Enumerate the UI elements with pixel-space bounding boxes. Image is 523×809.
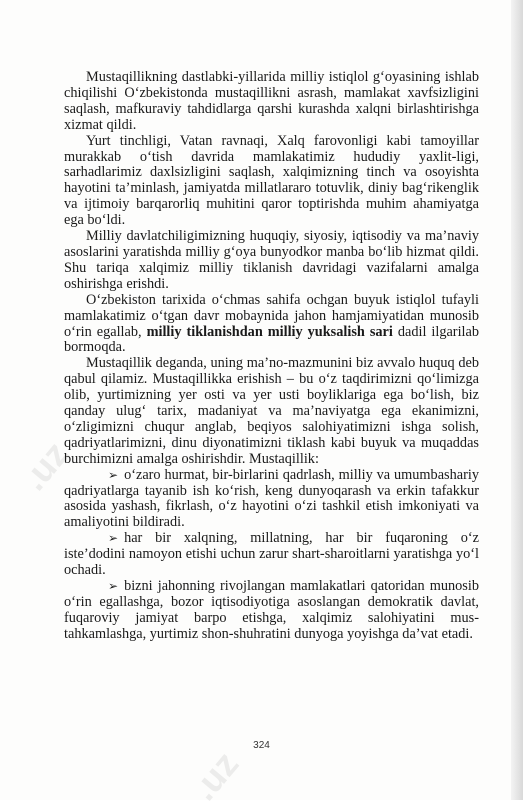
paragraph: Yurt tinchligi, Vatan ravnaqi, Xalq farovonligi kabi tamoyillar murakkab o‘tish davrida mamlakatimiz hududiy yaxlit-ligi, sarhadlarimiz daxlsizligini saqlash, xalqimizning tinch va osoyishta hayotini ta’minlash, jamiyatda millatlararo totuvlik, diniy bag‘rikenglik va ijtimoiy barqarorliq muhitini qaror toptirishda muhim ahamiyatga ega bo‘ldi. — [64, 132, 479, 229]
list-item — [64, 468, 479, 532]
arrow-right-icon: ➢ — [108, 579, 119, 593]
body-text — [64, 70, 479, 643]
page-gutter-shadow — [511, 0, 523, 800]
paragraph: Mustaqillikning dastlabki-yillarida milliy istiqlol g‘oyasining ishlab chiqilishi O‘zbekistonda mustaqillikni asrash, mamlakat xavfsizligini saqlash, mafkuraviy tahdidlarga qarshi kurashda xalqni birlashtirishga xizmat qildi. — [64, 69, 479, 133]
paragraph: Milliy davlatchiligimizning huquqiy, siyosiy, iqtisodiy va ma’naviy asoslarini yaratishda milliy g‘oya bunyodkor manba bo‘lib hizmat qildi. Shu tariqa xalqimiz milliy tiklanish davridagi vazifalarni amalga oshirishga erishdi. — [64, 228, 479, 292]
watermark: .uz — [12, 433, 77, 499]
arrow-right-icon: ➢ — [108, 467, 119, 482]
paragraph-text: dadil ilgarilab bormoqda. — [64, 323, 480, 356]
watermark: .uz — [182, 743, 247, 809]
arrow-right-icon: ➢ — [108, 531, 119, 546]
list-item-text: bizni jahonning rivojlangan mamlakatlari qatoridan munosib o‘rin egallashga, bozor iqtisodiyotiga asoslangan demokratik davlat, fuqaroviy jamiyat barpo etishga, xalqimiz salohiyatini mus-tahkamlashga, yurtimiz shon-shuhratini dunyoga yoyishga da’vat etadi. — [64, 578, 479, 642]
page-number: 324 — [253, 740, 270, 751]
list-item-text: o‘zaro hurmat, bir-birlarini qadrlash, milliy va umumbashariy qadriyatlarga tayanib ish ko‘rish, keng dunyoqarash va erkin tafakkur asosida yashash, fikrlash, o‘z hayotini o‘zi tashkil etish imkoniyati va amaliyotini bildiradi. — [64, 466, 479, 531]
paragraph-text: O‘zbekiston tarixida o‘chmas sahifa ochgan buyuk istiqlol tufayli mamlakatimiz o‘tgan davr mobaynida jahon hamjamiyatidan munosib o‘rin egallab, — [64, 291, 479, 340]
bold-phrase: milliy tiklanishdan milliy yuksalish sari — [146, 323, 393, 340]
list-item — [64, 531, 479, 579]
list-item-text: har bir xalqning, millatning, har bir fuqaroning o‘z iste’dodini namoyon etishi uchun zarur shart-sharoitlarni yaratishga yo‘l ochadi. — [64, 530, 479, 579]
list-item — [64, 579, 479, 643]
paragraph — [64, 293, 479, 357]
paragraph: Mustaqillik deganda, uning ma’no-mazmunini biz avvalo huquq deb qabul qilamiz. Mustaqillikka erishish – bu o‘z taqdirimizni qo‘limizga olib, yurtimizning yer osti va yer usti boyliklariga ega bo‘lish, biz qanday ulug‘ tarix, madaniyat va ma’naviyatga ega ekanimizni, o‘zligimizni chuqur anglab, beqiyos salohiyatimizni ishga solish, qadriyatlarimizni, dinu diyonatimizni tiklash kabi buyuk va muqaddas burchimizni amalga oshirishdir. Mustaqillik: — [64, 355, 479, 467]
